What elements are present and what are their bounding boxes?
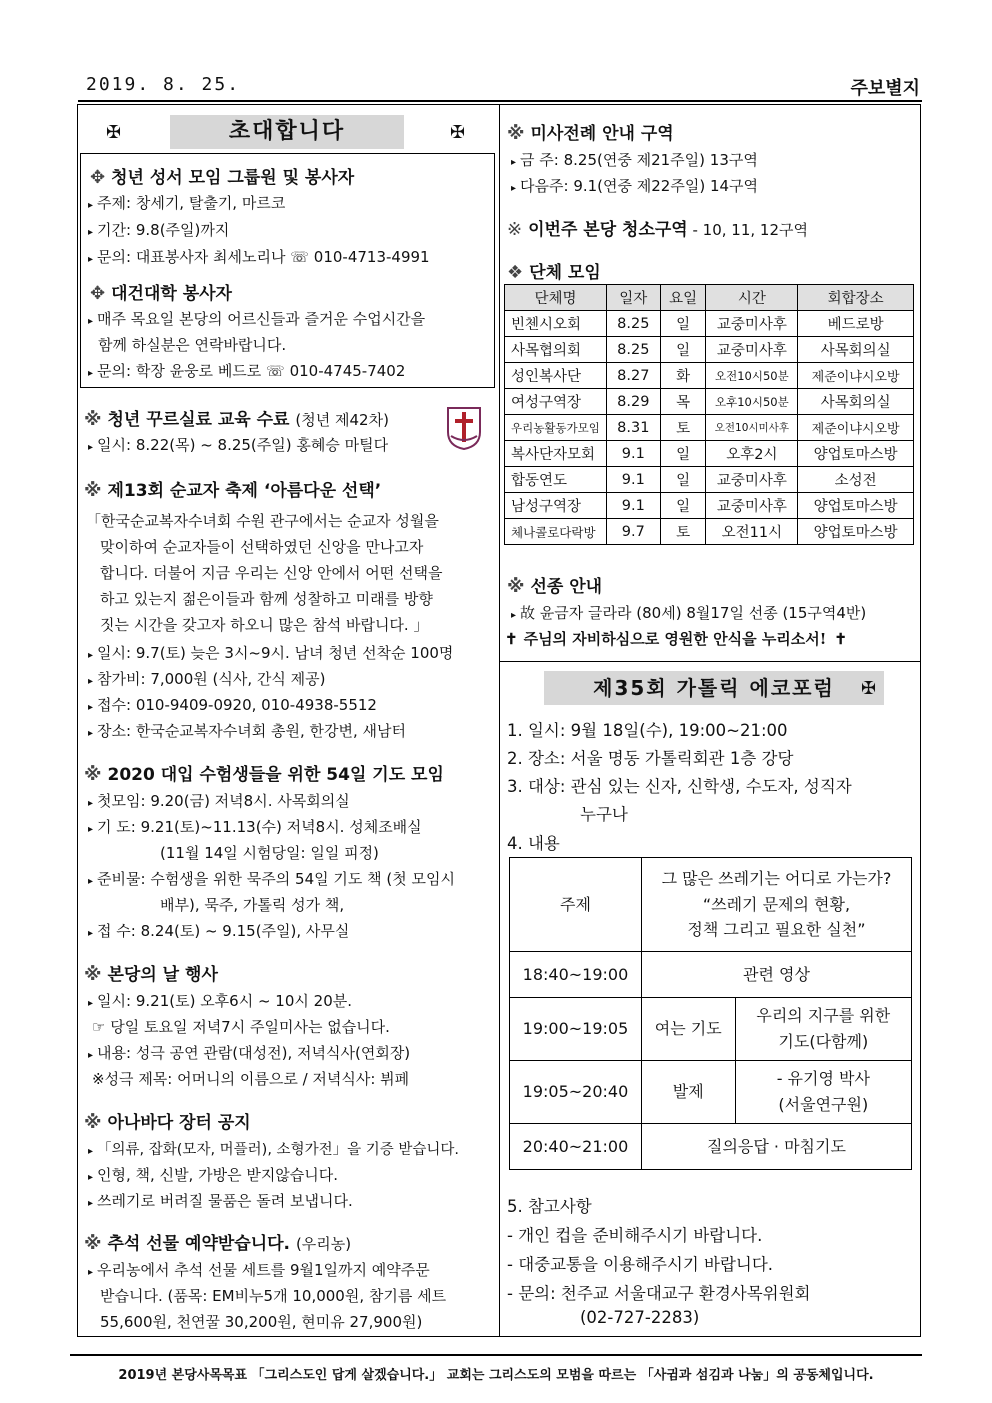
list-item: ▸ 쓰레기로 버려질 물품은 돌려 보냅니다.	[88, 1192, 353, 1210]
list-item: ▸ 일시: 9.21(토) 오후6시 ~ 10시 20분.	[88, 992, 353, 1010]
eco-note: (02-727-2283)	[580, 1308, 700, 1327]
star-mark-icon: ※	[84, 1233, 102, 1254]
bulletin-label: 주보별지	[850, 78, 920, 99]
footer-rule	[70, 1354, 922, 1356]
bullet-icon: ▸	[88, 824, 94, 835]
cell: 사목회의실	[798, 337, 914, 363]
cell: 질의응답 · 마침기도	[641, 1124, 911, 1170]
star-mark-icon: ※	[84, 1112, 102, 1133]
market-title: ※ 아나바다 장터 공지	[84, 1112, 251, 1133]
bullet-icon: ▸	[88, 1050, 94, 1061]
cell: 9.1	[606, 493, 660, 519]
table-row	[505, 363, 914, 389]
list-item: (11월 14일 시험당일: 일일 피정)	[160, 844, 379, 862]
table-row	[510, 858, 912, 952]
section-rule	[500, 661, 921, 662]
liturgy-title: ※ 미사전례 안내 구역	[507, 123, 674, 144]
cell: 8.31	[606, 415, 660, 441]
table-row	[505, 415, 914, 441]
header-rule	[78, 100, 922, 102]
table-row	[510, 998, 912, 1061]
bullet-icon: ▸	[511, 183, 517, 194]
pastoral-motto: 2019년 본당사목목표 「그리스도인 답게 살겠습니다.」 교회는 그리스도의 모범을 따르는 「사귐과 섬김과 나눔」의 공동체입니다.	[118, 1368, 874, 1383]
cell: 19:05~20:40	[510, 1061, 642, 1124]
cell: 주제	[510, 858, 642, 952]
martyr-quote-line: 합니다. 더불어 지금 우리는 신앙 안에서 어떤 선택을	[100, 564, 443, 582]
list-item: ▸ 「의류, 잡화(모자, 머플러), 소형가전」을 기증 받습니다.	[88, 1142, 459, 1158]
invite2-title: ✥ 대건대학 봉사자	[90, 283, 232, 304]
eco-item: 2. 장소: 서울 명동 가톨릭회관 1층 강당	[507, 749, 794, 768]
cell: 제준이냐시오방	[798, 363, 914, 389]
list-item: ▸ 내용: 성극 공연 관람(대성전), 저녁식사(연회장)	[88, 1044, 411, 1062]
bullet-icon: ▸	[88, 254, 94, 265]
cell: 8.25	[606, 311, 660, 337]
diamond-icon: ✥	[90, 167, 106, 188]
list-item: ▸ 인형, 책, 신발, 가방은 받지않습니다.	[88, 1166, 339, 1184]
groups-table	[504, 284, 914, 545]
cell: 일	[660, 493, 706, 519]
cell: 오전10시미사후	[706, 415, 798, 441]
cell: 복사단자모회	[505, 441, 607, 467]
table-row	[505, 467, 914, 493]
cell: 양업토마스방	[798, 441, 914, 467]
list-item: ▸ 다음주: 9.1(연중 제22주일) 14구역	[511, 177, 759, 195]
cell: 발제	[641, 1061, 735, 1124]
list-item: ▸ 매주 목요일 본당의 어르신들과 즐거운 수업시간을	[88, 310, 426, 328]
invite-banner: 초대합니다	[170, 115, 404, 149]
cell: 사목협의회	[505, 337, 607, 363]
eco-item: 1. 일시: 9월 18일(수), 19:00~21:00	[507, 721, 788, 740]
list-item: ▸ 주제: 창세기, 탈출기, 마르코	[88, 194, 286, 212]
sparkle-icon: ❖	[507, 262, 524, 283]
list-item: ▸ 기간: 9.8(주일)까지	[88, 221, 230, 239]
bullet-icon: ▸	[88, 1267, 94, 1278]
diamond-icon: ✥	[90, 283, 106, 304]
cell: 화	[660, 363, 706, 389]
list-item: ▸ 첫모임: 9.20(금) 저녁8시. 사목회의실	[88, 792, 350, 810]
list-item: ▸ 문의: 학장 윤웅로 베드로 ☏ 010-4745-7402	[88, 362, 406, 380]
cell: 양업토마스방	[798, 519, 914, 545]
cell: 8.27	[606, 363, 660, 389]
cell: 소성전	[798, 467, 914, 493]
list-item: ▸ 우리농에서 추석 선물 세트를 9월1일까지 예약주문	[88, 1261, 430, 1279]
martyr-quote-line: 맞이하여 순교자들이 선택하였던 신앙을 만나고자	[100, 538, 424, 556]
eco-item: 4. 내용	[507, 834, 560, 853]
invite1-title: ✥ 청년 성서 모임 그룹원 및 봉사자	[90, 167, 355, 188]
table-header-row	[505, 285, 914, 311]
bullet-icon: ▸	[88, 928, 94, 939]
cross-icon: ✠	[106, 122, 122, 143]
cell: 9.1	[606, 441, 660, 467]
list-item: 받습니다. (품목: EM비누5개 10,000원, 참기름 세트	[100, 1287, 447, 1305]
column-divider	[499, 104, 500, 1337]
list-item: ▸ 일시: 8.22(목) ~ 8.25(주일) 홍혜승 마틸다	[88, 436, 389, 454]
cell: 20:40~21:00	[510, 1124, 642, 1170]
eco-note: - 대중교통을 이용해주시기 바랍니다.	[507, 1255, 774, 1274]
table-row	[505, 441, 914, 467]
eco-item: 3. 대상: 관심 있는 신자, 신학생, 수도자, 성직자	[507, 777, 852, 796]
column-header: 시간	[706, 285, 798, 311]
martyr-title: ※ 제13회 순교자 축제 ‘아름다운 선택’	[84, 480, 382, 501]
bullet-icon: ▸	[88, 650, 94, 661]
bullet-icon: ▸	[88, 442, 94, 453]
table-row	[505, 311, 914, 337]
bullet-icon: ▸	[88, 1172, 94, 1183]
cross-icon: ✠	[861, 678, 877, 699]
bullet-icon: ▸	[88, 876, 94, 887]
cell: 그 많은 쓰레기는 어디로 가는가? “쓰레기 문제의 현황, 정책 그리고 필요한 실천”	[641, 858, 911, 952]
bullet-icon: ▸	[88, 1198, 94, 1209]
cell: 토	[660, 415, 706, 441]
bullet-icon: ▸	[88, 728, 94, 739]
youth-title: ※ 청년 꾸르실료 교육 수료 (청년 제42차)	[84, 409, 389, 430]
cell: 오후10시50분	[706, 389, 798, 415]
cell: 토	[660, 519, 706, 545]
table-row	[510, 1061, 912, 1124]
cell: 교중미사후	[706, 337, 798, 363]
table-row	[505, 389, 914, 415]
cell: 일	[660, 467, 706, 493]
candle-icon: ✝	[505, 630, 518, 648]
eco-note: - 문의: 천주교 서울대교구 환경사목위원회	[507, 1284, 811, 1303]
star-mark-icon: ※	[507, 219, 523, 240]
bullet-icon: ▸	[88, 200, 94, 211]
cell: 남성구역장	[505, 493, 607, 519]
list-item: 55,600원, 천연꿀 30,200원, 현미유 27,900원)	[100, 1313, 423, 1331]
parishday-title: ※ 본당의 날 행사	[84, 964, 218, 985]
cell: 성인복사단	[505, 363, 607, 389]
star-mark-icon: ※	[84, 409, 102, 430]
table-row	[510, 1124, 912, 1170]
cell: 9.7	[606, 519, 660, 545]
list-item: 배부), 묵주, 가톨릭 성가 책,	[160, 896, 345, 914]
list-item: ▸ 접 수: 8.24(토) ~ 9.15(주일), 사무실	[88, 922, 350, 940]
funeral-prayer: ✝ 주님의 자비하심으로 영원한 안식을 누리소서! ✝	[505, 630, 847, 648]
chuseok-title: ※ 추석 선물 예약받습니다. (우리농)	[84, 1233, 352, 1254]
bullet-icon: ▸	[511, 610, 517, 621]
cursillo-emblem-icon	[446, 406, 482, 450]
bullet-icon: ▸	[88, 316, 94, 327]
list-item: ▸ 일시: 9.7(토) 늦은 3시~9시. 남녀 청년 선착순 100명	[88, 644, 454, 662]
bulletin-date: 2019. 8. 25.	[86, 74, 241, 95]
cell: 교중미사후	[706, 493, 798, 519]
cell: 8.29	[606, 389, 660, 415]
table-row	[505, 519, 914, 545]
cell: 교중미사후	[706, 311, 798, 337]
list-item: ☞ 당일 토요일 저녁7시 주일미사는 없습니다.	[92, 1018, 390, 1036]
martyr-quote-line: 하고 있는지 젊은이들과 함께 성찰하고 미래를 방향	[100, 590, 433, 608]
cell: 오전10시50분	[706, 363, 798, 389]
cell: 교중미사후	[706, 467, 798, 493]
list-item: ▸ 접수: 010-9409-0920, 010-4938-5512	[88, 696, 377, 714]
bullet-icon: ▸	[511, 157, 517, 168]
cell: 여는 기도	[641, 998, 735, 1061]
eco-note: 5. 참고사항	[507, 1197, 592, 1216]
list-item: ※성극 제목: 어머니의 이름으로 / 저녁식사: 뷔페	[92, 1070, 410, 1088]
groups-title: ❖ 단체 모임	[507, 262, 601, 283]
cell: 합동연도	[505, 467, 607, 493]
cell: 오후2시	[706, 441, 798, 467]
bullet-icon: ▸	[88, 798, 94, 809]
table-row	[505, 493, 914, 519]
cell: 18:40~19:00	[510, 952, 642, 998]
cell: 관련 영상	[641, 952, 911, 998]
eco-item: 누구나	[580, 805, 628, 824]
candle-icon: ✝	[834, 630, 847, 648]
cell: 사목회의실	[798, 389, 914, 415]
eco-banner: 제35회 가톨릭 에코포럼	[544, 671, 884, 705]
cell: 19:00~19:05	[510, 998, 642, 1061]
cross-icon: ✠	[450, 122, 466, 143]
bullet-icon: ▸	[88, 227, 94, 238]
bullet-icon: ▸	[88, 702, 94, 713]
list-item: ▸ 참가비: 7,000원 (식사, 간식 제공)	[88, 670, 326, 688]
star-mark-icon: ※	[84, 480, 102, 501]
cell: 체나콜로다락방	[505, 519, 607, 545]
cell: 양업토마스방	[798, 493, 914, 519]
eco-note: - 개인 컵을 준비해주시기 바랍니다.	[507, 1226, 763, 1245]
bullet-icon: ▸	[88, 368, 94, 379]
table-row	[510, 952, 912, 998]
cell: 베드로방	[798, 311, 914, 337]
cell: 일	[660, 311, 706, 337]
funeral-title: ※ 선종 안내	[507, 576, 603, 597]
cleaning-line: ※ 이번주 본당 청소구역 - 10, 11, 12구역	[507, 219, 808, 240]
prayer-title: ※ 2020 대입 수험생들을 위한 54일 기도 모임	[84, 764, 444, 785]
star-mark-icon: ※	[84, 964, 102, 985]
martyr-quote-line: 「한국순교복자수녀회 수원 관구에서는 순교자 성월을	[86, 512, 439, 530]
cell: 일	[660, 337, 706, 363]
list-item: ▸ 준비물: 수험생을 위한 묵주의 54일 기도 책 (첫 모임시	[88, 870, 455, 888]
cell: 제준이냐시오방	[798, 415, 914, 441]
column-header: 일자	[606, 285, 660, 311]
cell: - 유기영 박사 (서울연구원)	[735, 1061, 911, 1124]
cell: 오전11시	[706, 519, 798, 545]
cell: 일	[660, 441, 706, 467]
cell: 여성구역장	[505, 389, 607, 415]
cell: 빈첸시오회	[505, 311, 607, 337]
column-header: 요일	[660, 285, 706, 311]
table-row	[505, 337, 914, 363]
list-item: ▸ 금 주: 8.25(연중 제21주일) 13구역	[511, 151, 758, 169]
cell: 8.25	[606, 337, 660, 363]
bullet-icon: ▸	[88, 676, 94, 687]
star-mark-icon: ※	[507, 123, 525, 144]
star-mark-icon: ※	[507, 576, 525, 597]
cell: 9.1	[606, 467, 660, 493]
list-item: ▸ 문의: 대표봉사자 최세노리나 ☏ 010-4713-4991	[88, 248, 430, 266]
cell: 우리의 지구를 위한 기도(다함께)	[735, 998, 911, 1061]
program-table	[509, 857, 912, 1170]
list-item: ▸ 장소: 한국순교복자수녀회 총원, 한강변, 새남터	[88, 722, 407, 740]
bullet-icon: ▸	[88, 1146, 94, 1157]
cell: 우리농활동가모임	[505, 415, 607, 441]
list-item: ▸ 기 도: 9.21(토)~11.13(수) 저녁8시. 성체조배실	[88, 818, 422, 836]
martyr-quote-line: 짓는 시간을 갖고자 하오니 많은 참석 바랍니다. 」	[100, 616, 429, 634]
list-item: ▸ 故 윤금자 글라라 (80세) 8월17일 선종 (15구역4반)	[511, 604, 867, 622]
column-header: 단체명	[505, 285, 607, 311]
bullet-icon: ▸	[88, 998, 94, 1009]
star-mark-icon: ※	[84, 764, 102, 785]
column-header: 회합장소	[798, 285, 914, 311]
cell: 목	[660, 389, 706, 415]
list-item: 함께 하실분은 연락바랍니다.	[98, 336, 287, 354]
